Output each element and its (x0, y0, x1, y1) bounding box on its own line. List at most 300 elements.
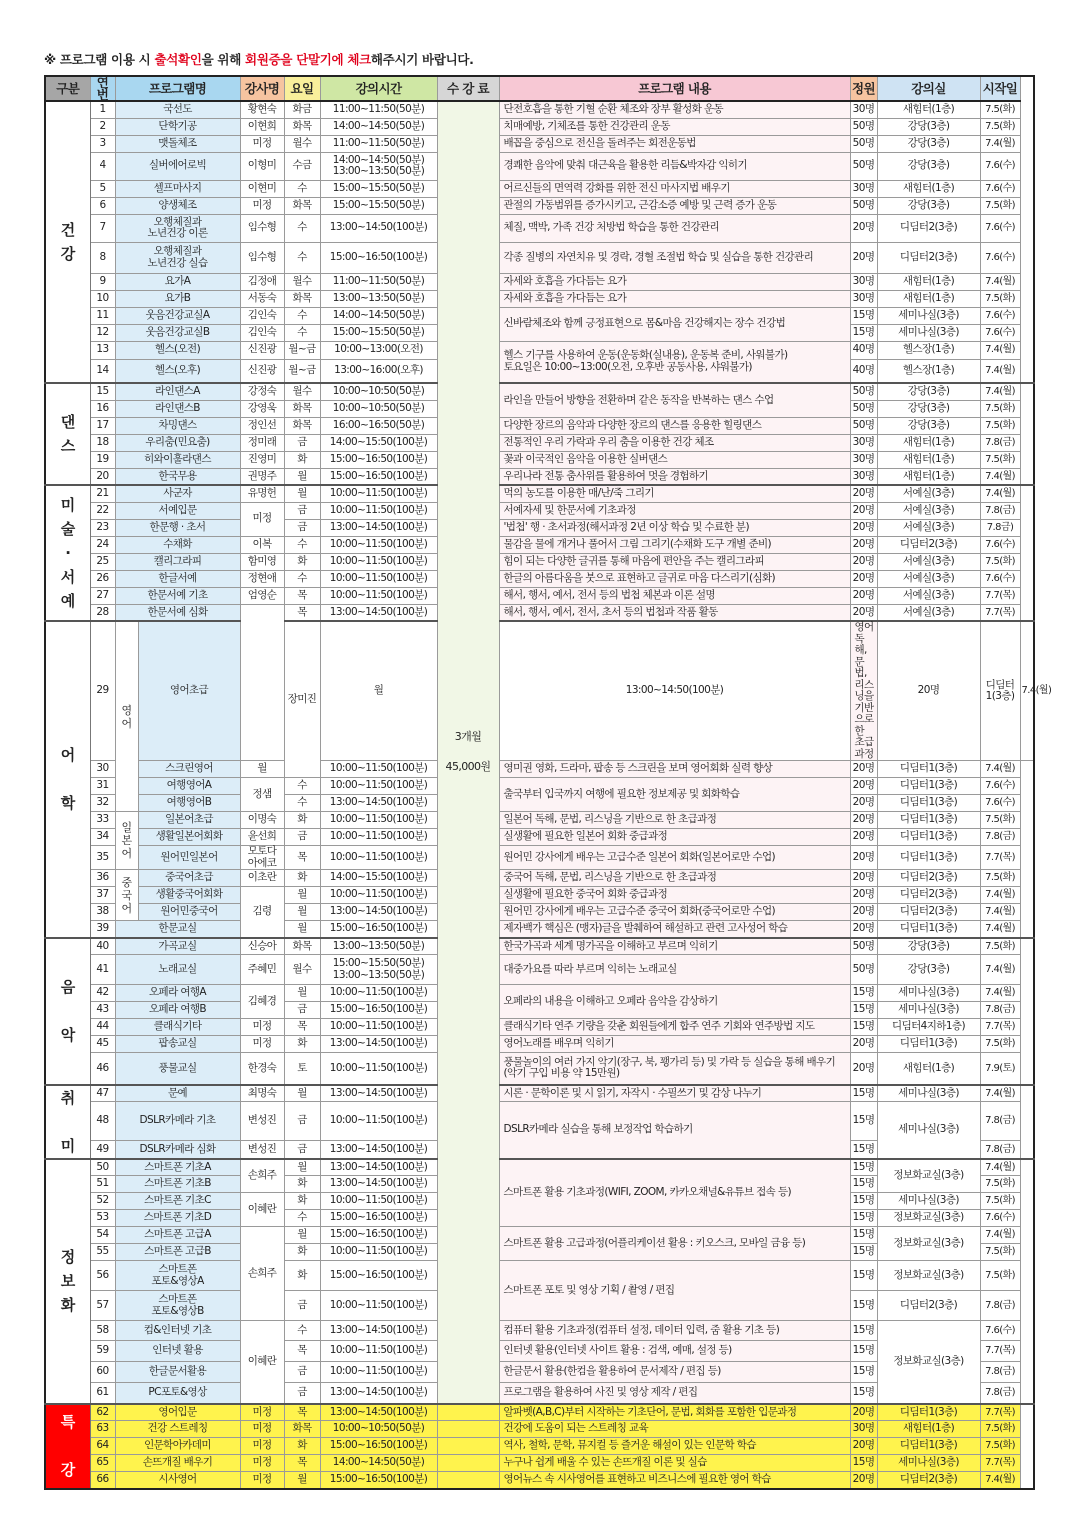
classroom: 서예실(3층) (877, 485, 980, 502)
class-time: 10:00~11:50(100분) (320, 829, 437, 846)
table-row (45, 904, 1034, 921)
class-time: 15:00~16:50(100분) (320, 1261, 437, 1291)
program-name: 중국어초급 (138, 870, 240, 887)
program-name: 인문학아카데미 (115, 1438, 240, 1455)
program-name: 라인댄스A (115, 383, 240, 400)
instructor-name: 김인숙 (240, 324, 284, 341)
row-number: 3 (90, 135, 115, 152)
class-time: 16:00~16:50(50분) (320, 417, 437, 434)
class-time: 10:00~11:50(100분) (320, 1102, 437, 1141)
classroom: 강당(3층) (877, 400, 980, 417)
capacity: 20명 (850, 904, 877, 921)
class-time: 14:00~14:50(50분) (320, 307, 437, 324)
start-date: 7.5(화) (980, 451, 1020, 468)
class-day: 목 (284, 604, 320, 621)
table-row (45, 1438, 1034, 1455)
class-day: 월 (284, 921, 320, 938)
header-day: 요일 (284, 76, 320, 101)
row-number: 48 (90, 1102, 115, 1141)
start-date: 7.8(금) (980, 1291, 1020, 1321)
start-date: 7.5(화) (980, 1421, 1020, 1438)
program-name: 스마트폰 포토&영상B (115, 1291, 240, 1321)
class-time: 10:00~11:50(100분) (320, 985, 437, 1002)
table-row (45, 955, 1034, 985)
start-date: 7.4(월) (980, 383, 1020, 400)
start-date: 7.7(목) (980, 1341, 1020, 1362)
start-date: 7.4(월) (980, 1085, 1020, 1102)
start-date: 7.6(수) (980, 324, 1020, 341)
start-date: 7.8(금) (980, 1362, 1020, 1383)
class-time: 10:00~11:50(100분) (320, 1193, 437, 1210)
capacity: 15명 (850, 324, 877, 341)
row-number: 23 (90, 519, 115, 536)
instructor-name: 권명주 (240, 468, 284, 485)
start-date: 7.6(수) (980, 1210, 1020, 1227)
class-time: 13:00~14:50(100분) (320, 519, 437, 536)
classroom: 디딤터1(3층) (980, 621, 1020, 761)
capacity: 15명 (850, 1341, 877, 1362)
program-description: 역사, 철학, 문학, 뮤지컬 등 즐거운 해설이 있는 인문학 학습 (499, 1438, 850, 1455)
program-name: 웃음건강교실A (115, 307, 240, 324)
classroom: 정보화교실(3층) (877, 1227, 980, 1261)
start-date: 7.4(월) (980, 273, 1020, 290)
class-day: 화 (284, 1176, 320, 1193)
program-name: 가곡교실 (115, 938, 240, 955)
start-date: 7.4(월) (980, 1472, 1020, 1489)
instructor-name: 모토다 아에코 (240, 846, 284, 870)
start-date: 7.8(금) (980, 1141, 1020, 1159)
table-row (45, 307, 1034, 324)
row-number: 33 (90, 812, 115, 829)
class-day: 수 (284, 536, 320, 553)
program-name: 국선도 (115, 101, 240, 118)
program-description: '법첩' 행 · 초서과정(해서과정 2년 이상 학습 및 수료한 분) (499, 519, 850, 536)
table-row (45, 938, 1034, 955)
row-number: 53 (90, 1210, 115, 1227)
program-name: 오페라 여행B (115, 1002, 240, 1019)
capacity: 20명 (850, 536, 877, 553)
table-row (45, 587, 1034, 604)
program-name: 한문서예 기초 (115, 587, 240, 604)
capacity: 50명 (850, 135, 877, 152)
start-date: 7.5(화) (980, 290, 1020, 307)
language-subgroup: 일 본 어 (115, 812, 138, 870)
start-date: 7.7(목) (980, 846, 1020, 870)
program-name: PC포토&영상 (115, 1383, 240, 1404)
class-time: 10:00~10:50(50분) (320, 383, 437, 400)
table-row (45, 887, 1034, 904)
table-row (45, 214, 1034, 242)
classroom: 디딤터1(3층) (877, 1036, 980, 1053)
class-day: 화 (284, 1036, 320, 1053)
classroom: 세미나실(3층) (877, 1193, 980, 1210)
class-day: 수 (284, 307, 320, 324)
table-row (45, 812, 1034, 829)
class-day: 금 (284, 434, 320, 451)
class-day: 월수 (284, 383, 320, 400)
program-name: 스마트폰 기초A (115, 1159, 240, 1176)
program-name: 한문행 · 초서 (115, 519, 240, 536)
row-number: 8 (90, 242, 115, 273)
program-description: 제자백가 핵심은 (맹자)글을 발췌하여 해설하고 관련 고사성어 학습 (499, 921, 850, 938)
class-time: 13:00~14:50(100분) (320, 1321, 437, 1341)
program-name: 실버에어로빅 (115, 152, 240, 180)
row-number: 15 (90, 383, 115, 400)
table-row (45, 383, 1034, 400)
row-number: 44 (90, 1019, 115, 1036)
start-date: 7.4(월) (980, 1159, 1020, 1176)
table-row (45, 985, 1034, 1002)
class-time: 13:00~14:50(100분) (320, 214, 437, 242)
start-date: 7.4(월) (980, 955, 1020, 985)
class-time: 14:00~14:50(50분) 13:00~13:50(50분) (320, 152, 437, 180)
class-time: 10:00~11:50(100분) (320, 1244, 437, 1261)
classroom: 강당(3층) (877, 383, 980, 400)
classroom: 강당(3층) (877, 118, 980, 135)
row-number: 14 (90, 359, 115, 383)
start-date: 7.6(수) (980, 152, 1020, 180)
program-name: 오행체질과 노년건강 실습 (115, 242, 240, 273)
instructor-name: 미정 (240, 135, 284, 152)
start-date: 7.8(금) (980, 502, 1020, 519)
start-date: 7.9(토) (980, 1053, 1020, 1085)
program-description: 중국어 독해, 문법, 리스닝을 기반으로 한 초급과정 (499, 870, 850, 887)
class-time: 10:00~11:50(100분) (320, 1341, 437, 1362)
capacity: 15명 (850, 1244, 877, 1261)
class-time: 13:00~13:50(50분) (320, 938, 437, 955)
classroom: 디딤터1(3층) (877, 761, 980, 778)
table-row (45, 1227, 1034, 1244)
instructor-name: 미정 (240, 1404, 284, 1421)
row-number: 39 (90, 921, 115, 938)
header-category: 구분 (45, 76, 90, 101)
capacity: 20명 (850, 587, 877, 604)
table-row (45, 829, 1034, 846)
instructor-name: 김정애 (240, 273, 284, 290)
classroom: 강당(3층) (877, 197, 980, 214)
classroom: 세미나실(3층) (877, 1102, 980, 1159)
classroom: 강당(3층) (877, 938, 980, 955)
program-description: 꽃과 이국적인 음악을 이용한 실버댄스 (499, 451, 850, 468)
instructor-name: 유명헌 (240, 485, 284, 502)
program-name: 웃음건강교실B (115, 324, 240, 341)
row-number: 26 (90, 570, 115, 587)
row-number: 52 (90, 1193, 115, 1210)
capacity: 50명 (850, 938, 877, 955)
row-number: 32 (90, 795, 115, 812)
program-name: DSLR카메라 심화 (115, 1141, 240, 1159)
class-day: 수 (284, 242, 320, 273)
instructor-name: 신진광 (240, 341, 284, 359)
classroom: 디딤터1(3층) (877, 1438, 980, 1455)
row-number: 27 (90, 587, 115, 604)
start-date: 7.7(목) (980, 1455, 1020, 1472)
table-row (45, 118, 1034, 135)
class-day: 화 (284, 451, 320, 468)
program-description: 한글문서 활용(한컴을 활용하여 문서제작 / 편집 등) (499, 1362, 850, 1383)
instructor-name: 장미진 (284, 621, 320, 778)
class-day: 화 (284, 1438, 320, 1455)
start-date: 7.4(월) (1020, 621, 1034, 761)
program-description: 시론 · 문학이론 및 시 읽기, 자작시 · 수필쓰기 및 감상 나누기 (499, 1085, 850, 1102)
row-number: 40 (90, 938, 115, 955)
program-name: 인터넷 활용 (115, 1341, 240, 1362)
row-number: 7 (90, 214, 115, 242)
table-row (45, 485, 1034, 502)
class-time: 15:00~16:50(100분) (320, 1472, 437, 1489)
program-name: 영어입문 (115, 1404, 240, 1421)
classroom: 새힘터(1층) (877, 1421, 980, 1438)
table-row (45, 846, 1034, 870)
class-time: 13:00~14:50(100분) (320, 904, 437, 921)
class-time: 10:00~11:50(100분) (320, 1053, 437, 1085)
instructor-name: 미정 (240, 1455, 284, 1472)
table-row (45, 1404, 1034, 1421)
instructor-name: 미정 (240, 1019, 284, 1036)
table-row (45, 180, 1034, 197)
table-row (45, 1321, 1034, 1341)
class-day: 화 (284, 553, 320, 570)
program-description: 인터넷 활용(인터넷 사이트 활용 : 검색, 예매, 설정 등) (499, 1341, 850, 1362)
program-name: 손뜨개질 배우기 (115, 1455, 240, 1472)
row-number: 34 (90, 829, 115, 846)
table-row (45, 553, 1034, 570)
classroom: 세미나실(3층) (877, 324, 980, 341)
row-number: 35 (90, 846, 115, 870)
classroom: 디딤터1(3층) (877, 921, 980, 938)
row-number: 6 (90, 197, 115, 214)
class-day: 화 (284, 870, 320, 887)
table-row (45, 135, 1034, 152)
table-row (45, 570, 1034, 587)
program-name: 스마트폰 고급A (115, 1227, 240, 1244)
program-description: 전통적인 우리 가락과 우리 춤을 이용한 건강 체조 (499, 434, 850, 451)
class-day: 월 (284, 1085, 320, 1102)
class-day: 금 (284, 829, 320, 846)
program-description: 클래식기타 연주 기량을 갖춘 회원들에게 합주 연주 기회와 연주방법 지도 (499, 1019, 850, 1036)
class-day: 토 (284, 1053, 320, 1085)
row-number: 2 (90, 118, 115, 135)
class-day: 금 (284, 1102, 320, 1141)
class-day: 월 (284, 904, 320, 921)
class-day: 수 (284, 795, 320, 812)
instructor-name: 변성진 (240, 1102, 284, 1141)
instructor-name: 변성진 (240, 1141, 284, 1159)
class-time: 15:00~16:50(100분) (320, 1227, 437, 1244)
capacity: 20명 (850, 604, 877, 621)
instructor-name: 이현희 (240, 118, 284, 135)
instructor-name: 진영미 (240, 451, 284, 468)
table-row (45, 921, 1034, 938)
header-row (45, 76, 1034, 101)
classroom: 강당(3층) (877, 135, 980, 152)
row-number: 20 (90, 468, 115, 485)
fee-empty (437, 1455, 499, 1472)
start-date: 7.5(화) (980, 197, 1020, 214)
capacity: 20명 (850, 921, 877, 938)
instructor-name: 이복 (240, 536, 284, 553)
program-description: 체질, 맥박, 가족 건강 처방법 학습을 통한 건강관리 (499, 214, 850, 242)
capacity: 15명 (850, 1383, 877, 1404)
start-date: 7.6(수) (980, 536, 1020, 553)
capacity: 30명 (850, 434, 877, 451)
class-day: 금 (284, 1362, 320, 1383)
row-number: 24 (90, 536, 115, 553)
instructor-name: 미정 (240, 1036, 284, 1053)
capacity: 20명 (850, 761, 877, 778)
classroom: 새힘터(1층) (877, 180, 980, 197)
program-name: 오페라 여행A (115, 985, 240, 1002)
table-row (45, 1019, 1034, 1036)
class-day: 수 (284, 570, 320, 587)
class-day: 화 (284, 812, 320, 829)
capacity: 20명 (850, 485, 877, 502)
row-number: 65 (90, 1455, 115, 1472)
classroom: 세미나실(3층) (877, 985, 980, 1002)
class-day: 월수 (284, 135, 320, 152)
program-description: 각종 질병의 자연치유 및 경락, 경혈 조절법 학습 및 실습을 통한 건강관리 (499, 242, 850, 273)
program-name: 한문서예 심화 (115, 604, 240, 621)
program-name: 시사영어 (115, 1472, 240, 1489)
class-day: 월~금 (284, 341, 320, 359)
classroom: 디딤터1(3층) (877, 795, 980, 812)
capacity: 20명 (850, 1472, 877, 1489)
row-number: 41 (90, 955, 115, 985)
class-time: 11:00~11:50(50분) (320, 135, 437, 152)
instructor-name: 미정 (240, 197, 284, 214)
start-date: 7.8(금) (980, 1002, 1020, 1019)
program-description: 스마트폰 활용 고급과정(어플리케이션 활용 : 키오스크, 모바일 금융 등) (499, 1227, 850, 1261)
class-day: 목 (284, 1341, 320, 1362)
classroom: 강당(3층) (877, 152, 980, 180)
classroom: 강당(3층) (877, 417, 980, 434)
start-date: 7.5(화) (980, 1176, 1020, 1193)
program-description: 영어뉴스 속 시사영어를 표현하고 비즈니스에 필요한 영어 학습 (499, 1472, 850, 1489)
class-time: 14:00~15:50(100분) (320, 434, 437, 451)
program-description: 먹의 농도를 이용한 매/난/죽 그리기 (499, 485, 850, 502)
start-date: 7.4(월) (980, 485, 1020, 502)
program-description: 해서, 행서, 예서, 전서 등의 법첩 체본과 이론 설명 (499, 587, 850, 604)
class-time: 10:00~11:50(100분) (320, 536, 437, 553)
class-time: 15:00~16:50(100분) (320, 1210, 437, 1227)
instructor-name: 강정숙 (240, 383, 284, 400)
program-name: 맷돌체조 (115, 135, 240, 152)
header-number: 연번 (90, 76, 115, 101)
class-time: 10:00~11:50(100분) (320, 570, 437, 587)
instructor-name: 이혜란 (240, 1193, 284, 1227)
capacity: 15명 (850, 1102, 877, 1141)
class-day: 월~금 (284, 359, 320, 383)
capacity: 20명 (850, 553, 877, 570)
program-description: 일본어 독해, 문법, 리스닝을 기반으로 한 초급과정 (499, 812, 850, 829)
program-description: DSLR카메라 실습을 통해 보정작업 학습하기 (499, 1102, 850, 1159)
class-time: 10:00~11:50(100분) (320, 778, 437, 795)
class-day: 화목 (284, 417, 320, 434)
instructor-name: 이형미 (240, 152, 284, 180)
header-room: 강의실 (877, 76, 980, 101)
program-name: 오행체질과 노년건강 이론 (115, 214, 240, 242)
class-time: 15:00~15:50(50분) (320, 324, 437, 341)
start-date: 7.8(금) (980, 829, 1020, 846)
start-date: 7.7(목) (980, 1019, 1020, 1036)
class-day: 수금 (284, 152, 320, 180)
program-description: 컴퓨터 활용 기초과정(컴퓨터 설정, 데이터 입력, 줌 활용 기초 등) (499, 1321, 850, 1341)
classroom: 새힘터(1층) (877, 273, 980, 290)
program-name: 노래교실 (115, 955, 240, 985)
row-number: 36 (90, 870, 115, 887)
row-number: 62 (90, 1404, 115, 1421)
capacity: 30명 (850, 273, 877, 290)
classroom: 세미나실(3층) (877, 1085, 980, 1102)
fee-empty (437, 1472, 499, 1489)
program-description: 한국가곡과 세계 명가곡을 이해하고 부르며 익히기 (499, 938, 850, 955)
start-date: 7.5(화) (980, 101, 1020, 118)
class-time: 13:00~14:50(100분) (320, 1159, 437, 1176)
instructor-name: 손희주 (240, 1159, 284, 1193)
row-number: 47 (90, 1085, 115, 1102)
capacity: 40명 (850, 359, 877, 383)
program-name: 원어민일본어 (138, 846, 240, 870)
classroom: 디딤터2(3층) (877, 242, 980, 273)
start-date: 7.7(목) (980, 604, 1020, 621)
table-row (45, 1261, 1034, 1291)
capacity: 15명 (850, 1002, 877, 1019)
program-name: 헬스(오전) (115, 341, 240, 359)
program-name: 요가B (115, 290, 240, 307)
program-name: 생활일본어회화 (138, 829, 240, 846)
capacity: 30명 (850, 290, 877, 307)
category-cell: 댄 스 (45, 383, 90, 485)
class-time: 15:00~16:50(100분) (320, 451, 437, 468)
table-row (45, 101, 1034, 118)
capacity: 20명 (850, 242, 877, 273)
language-subgroup: 중 국 어 (115, 870, 138, 921)
classroom: 서예실(3층) (877, 519, 980, 536)
category-cell: 건 강 (45, 101, 90, 383)
header-description: 프로그램 내용 (499, 76, 850, 101)
class-time: 15:00~16:50(100분) (320, 1438, 437, 1455)
table-row (45, 761, 1034, 778)
start-date: 7.5(화) (980, 1036, 1020, 1053)
class-day: 수 (284, 1210, 320, 1227)
capacity: 15명 (850, 1085, 877, 1102)
program-description: 영어독해, 문법, 리스닝을 기반으로 한 초급과정 (850, 621, 877, 761)
capacity: 40명 (850, 341, 877, 359)
program-description: 다양한 장르의 음악과 다양한 장르의 댄스를 응용한 힐링댄스 (499, 417, 850, 434)
row-number: 13 (90, 341, 115, 359)
table-row (45, 1421, 1034, 1438)
class-time: 10:00~11:50(100분) (320, 1019, 437, 1036)
program-description: 원어민 강사에게 배우는 고급수준 일본어 회화(일본어로만 수업) (499, 846, 850, 870)
row-number: 66 (90, 1472, 115, 1489)
start-date: 7.5(화) (980, 812, 1020, 829)
row-number: 31 (90, 778, 115, 795)
capacity: 20명 (850, 887, 877, 904)
class-time: 15:00~16:50(100분) (320, 1002, 437, 1019)
start-date: 7.5(화) (980, 417, 1020, 434)
class-day: 목 (284, 846, 320, 870)
capacity: 20명 (850, 829, 877, 846)
classroom: 디딤터2(3층) (877, 214, 980, 242)
class-day: 월 (284, 1227, 320, 1244)
class-day: 화목 (284, 118, 320, 135)
capacity: 20명 (877, 621, 980, 761)
table-row (45, 604, 1034, 621)
start-date: 7.5(화) (980, 938, 1020, 955)
start-date: 7.6(수) (980, 778, 1020, 795)
program-description: 실생활에 필요한 중국어 회화 중급과정 (499, 887, 850, 904)
instructor-name: 미정 (240, 1472, 284, 1489)
